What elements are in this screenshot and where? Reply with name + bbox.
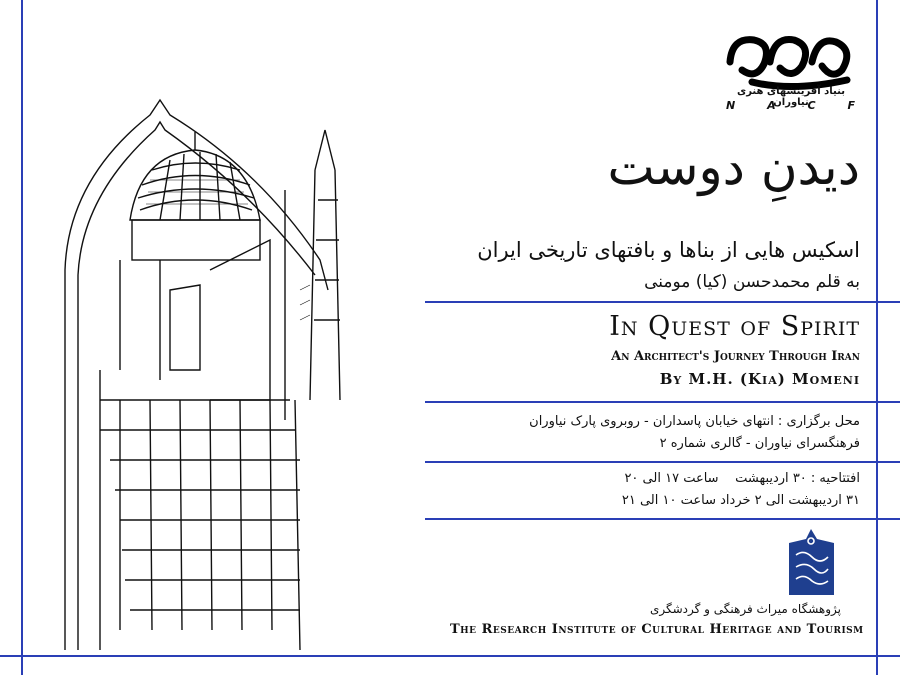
title-fa: دیدنِ دوست: [607, 138, 860, 196]
date-line-1: افتتاحیه : ۳۰ اردیبهشت ساعت ۱۷ الی ۲۰: [624, 471, 860, 486]
architecture-sketch: [60, 70, 390, 650]
frame-line-right: [876, 0, 878, 675]
logo-acronym: [726, 99, 856, 112]
frame-line-bottom: [0, 655, 900, 657]
author-en: By M.H. (Kia) Momeni: [659, 370, 860, 388]
logo-name-fa: بنیاد آفرینشهای هنری نیاوران: [737, 86, 845, 108]
subtitle-en: An Architect's Journey Through Iran: [611, 349, 860, 364]
divider-venue: [425, 461, 900, 463]
subtitle-fa: اسکیس هایی از بناها و بافتهای تاریخی ایران: [477, 238, 860, 262]
institute-name-en: The Research Institute of Cultural Heritage and Tourism: [450, 622, 864, 637]
institute-name-fa: پژوهشگاه میراث فرهنگی و گردشگری: [649, 602, 841, 616]
venue-line-2: فرهنگسرای نیاوران - گالری شماره ۲: [659, 436, 860, 451]
divider-dates: [425, 518, 900, 520]
frame-line-left: [21, 0, 23, 675]
logo-letter: C: [807, 99, 817, 112]
date-line-2: ۳۱ اردیبهشت الی ۲ خرداد ساعت ۱۰ الی ۲۱: [621, 493, 860, 508]
divider-title: [425, 301, 900, 303]
logo-letter: A: [767, 99, 777, 112]
title-en: In Quest of Spirit: [609, 311, 860, 342]
author-fa: به قلم محمدحسن (کیا) مومنی: [644, 272, 860, 292]
logo-letter: F: [847, 99, 856, 112]
logo-letter: N: [726, 99, 737, 112]
venue-line-1: محل برگزاری : انتهای خیابان پاسداران - روبروی پارک نیاوران: [529, 414, 860, 429]
institute-seal: [784, 527, 839, 597]
divider-english: [425, 401, 900, 403]
